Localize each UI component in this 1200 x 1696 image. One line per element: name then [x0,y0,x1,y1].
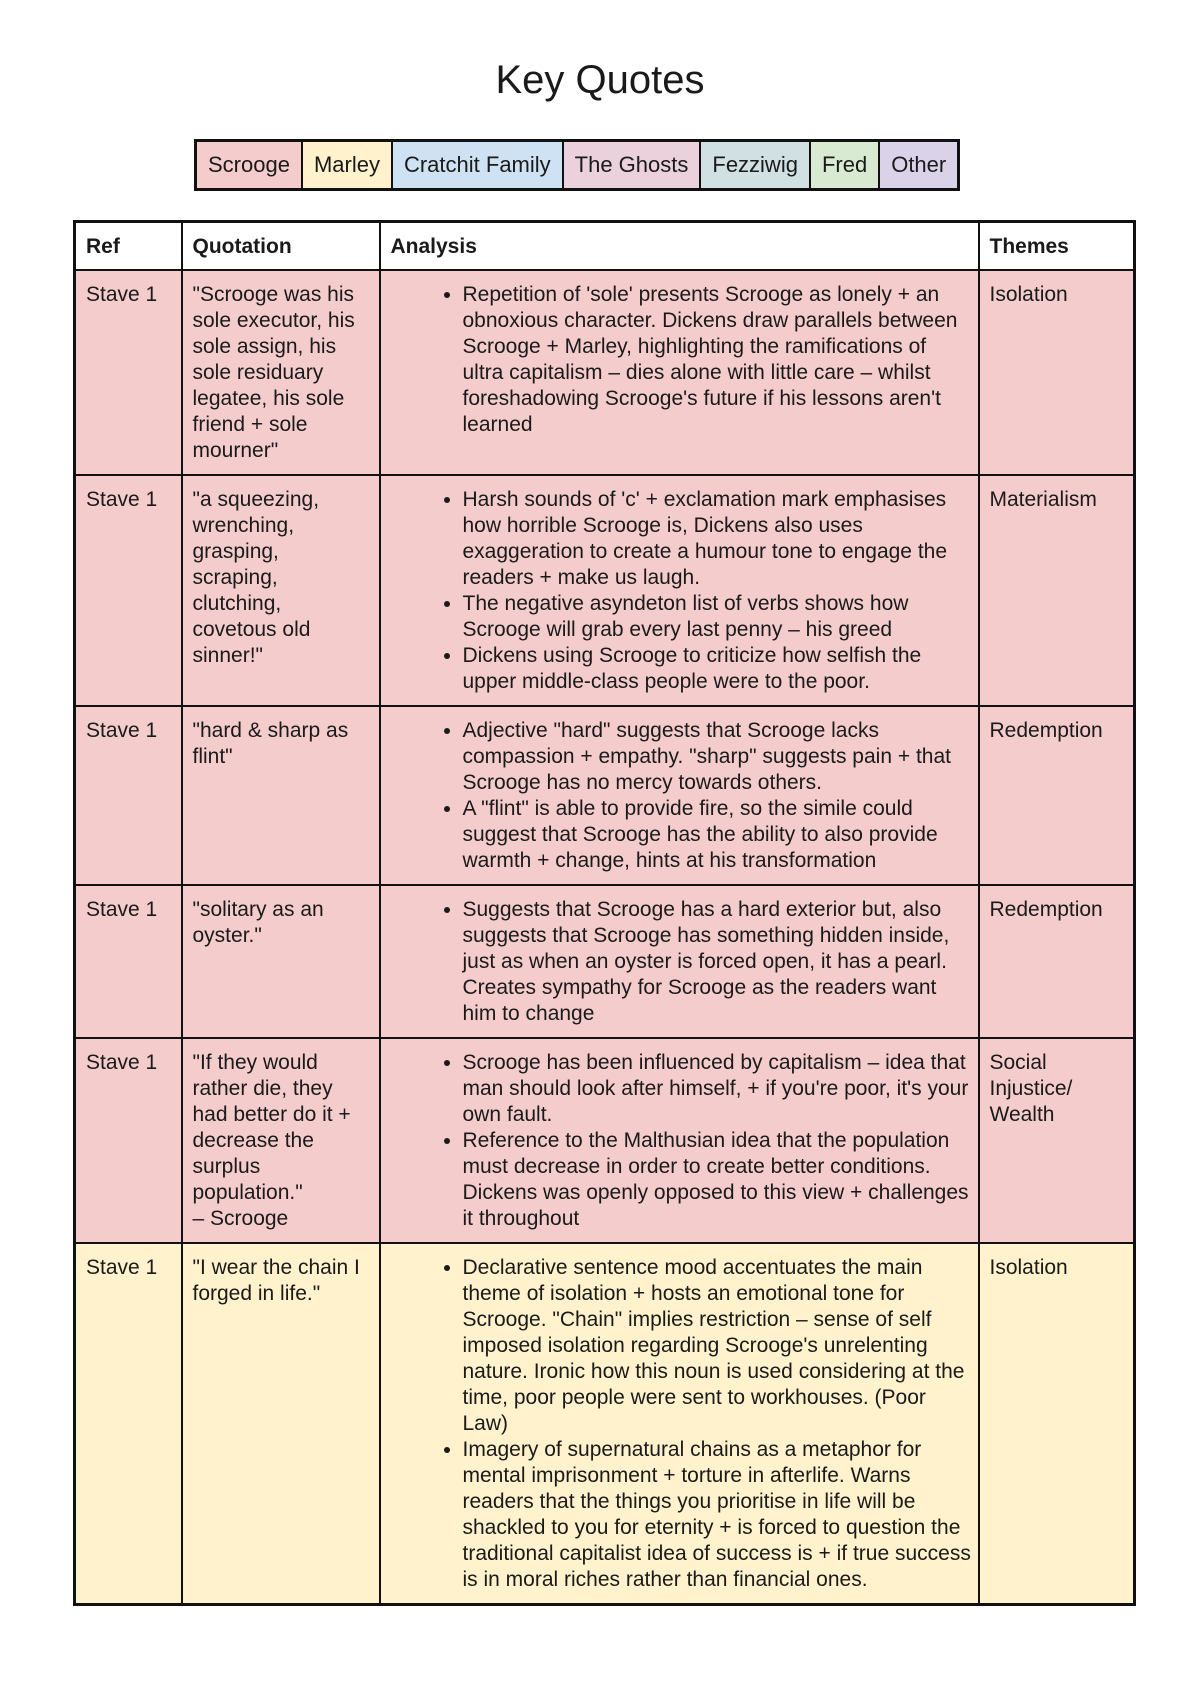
analysis-points [401,1050,972,1232]
header-quotation: Quotation [182,222,380,271]
legend-item-marley: Marley [303,142,393,188]
cell-analysis [380,1038,979,1243]
cell-theme: Redemption [979,706,1135,885]
cell-ref: Stave 1 [75,475,182,706]
cell-analysis [380,270,979,475]
analysis-points [401,1255,972,1593]
legend-item-other: Other [880,142,957,188]
quote-text: "hard & sharp as flint" [192,719,349,768]
cell-quotation [182,1243,380,1605]
analysis-points [401,282,972,438]
cell-theme: Social Injustice/ Wealth [979,1038,1135,1243]
analysis-points [401,718,972,874]
analysis-point: • The negative asyndeton list of verbs shows how Scrooge will grab every last penny – his greed [463,591,972,643]
cell-ref: Stave 1 [75,270,182,475]
table-body [75,270,1135,1605]
analysis-points [401,487,972,695]
analysis-point: • Dickens using Scrooge to criticize how selfish the upper middle-class people were to the poor. [463,643,972,695]
cell-quotation [182,1038,380,1243]
legend-item-fezziwig: Fezziwig [701,142,811,188]
cell-theme: Isolation [979,270,1135,475]
table-row [75,1038,1135,1243]
header-themes: Themes [979,222,1135,271]
legend-item-the-ghosts: The Ghosts [564,142,702,188]
quote-text: "a squeezing, wrenching, grasping, scraping, clutching, covetous old sinner!" [192,488,320,667]
analysis-point: • A "flint" is able to provide fire, so the simile could suggest that Scrooge has the ability to also provide warmth + change, hints at his transformation [463,796,972,874]
analysis-point: • Harsh sounds of 'c' + exclamation mark emphasises how horrible Scrooge is, Dickens also uses exaggeration to create a humour tone to engage the readers + make us laugh. [463,487,972,591]
quote-text: "If they would rather die, they had better do it + decrease the surplus population." [192,1051,351,1204]
analysis-point: • Adjective "hard" suggests that Scrooge lacks compassion + empathy. "sharp" suggests pain + that Scrooge has no mercy towards others. [463,718,972,796]
quote-text: "Scrooge was his sole executor, his sole assign, his sole residuary legatee, his sole friend + sole mourner" [192,283,355,462]
table-row [75,885,1135,1038]
cell-ref: Stave 1 [75,885,182,1038]
cell-analysis [380,706,979,885]
header-ref: Ref [75,222,182,271]
header-analysis: Analysis [380,222,979,271]
table-row [75,270,1135,475]
cell-analysis [380,1243,979,1605]
quote-text: "I wear the chain I forged in life." [192,1256,360,1305]
quote-text: "solitary as an oyster." [192,898,324,947]
cell-theme: Isolation [979,1243,1135,1605]
cell-quotation [182,885,380,1038]
cell-theme: Materialism [979,475,1135,706]
table-row [75,475,1135,706]
legend-item-fred: Fred [811,142,880,188]
page-title: Key Quotes [495,58,705,102]
legend-item-scrooge: Scrooge [197,142,303,188]
character-color-legend [194,139,960,191]
legend-item-cratchit-family: Cratchit Family [393,142,564,188]
table-row [75,706,1135,885]
cell-analysis [380,885,979,1038]
table-row [75,1243,1135,1605]
key-quotes-table [73,220,1136,1606]
analysis-points [401,897,972,1027]
cell-ref: Stave 1 [75,1243,182,1605]
cell-theme: Redemption [979,885,1135,1038]
analysis-point: • Suggests that Scrooge has a hard exterior but, also suggests that Scrooge has something hidden inside, just as when an oyster is forced open, it has a pearl. Creates sympathy for Scrooge as the readers want him to change [463,897,972,1027]
analysis-point: • Declarative sentence mood accentuates the main theme of isolation + hosts an emotional tone for Scrooge. "Chain" implies restriction – sense of self imposed isolation regarding Scrooge's unrelenting nature. Ironic how this noun is used considering at the time, poor people were sent to workhouses. (Poor Law) [463,1255,972,1437]
cell-ref: Stave 1 [75,706,182,885]
quote-attribution: – Scrooge [192,1207,289,1230]
analysis-point: • Imagery of supernatural chains as a metaphor for mental imprisonment + torture in afterlife. Warns readers that the things you prioritise in life will be shackled to you for eternity + is forced to question the traditional capitalist idea of success is + if true success is in moral riches rather than financial ones. [463,1437,972,1593]
table-header-row [75,222,1135,271]
cell-quotation [182,270,380,475]
analysis-point: • Reference to the Malthusian idea that the population must decrease in order to create better conditions. Dickens was openly opposed to this view + challenges it throughout [463,1128,972,1232]
analysis-point: • Repetition of 'sole' presents Scrooge as lonely + an obnoxious character. Dickens draw parallels between Scrooge + Marley, highlighting the ramifications of ultra capitalism – dies alone with little care – whilst foreshadowing Scrooge's future if his lessons aren't learned [463,282,972,438]
analysis-point: • Scrooge has been influenced by capitalism – idea that man should look after himself, + if you're poor, it's your own fault. [463,1050,972,1128]
cell-quotation [182,475,380,706]
cell-quotation [182,706,380,885]
cell-ref: Stave 1 [75,1038,182,1243]
cell-analysis [380,475,979,706]
